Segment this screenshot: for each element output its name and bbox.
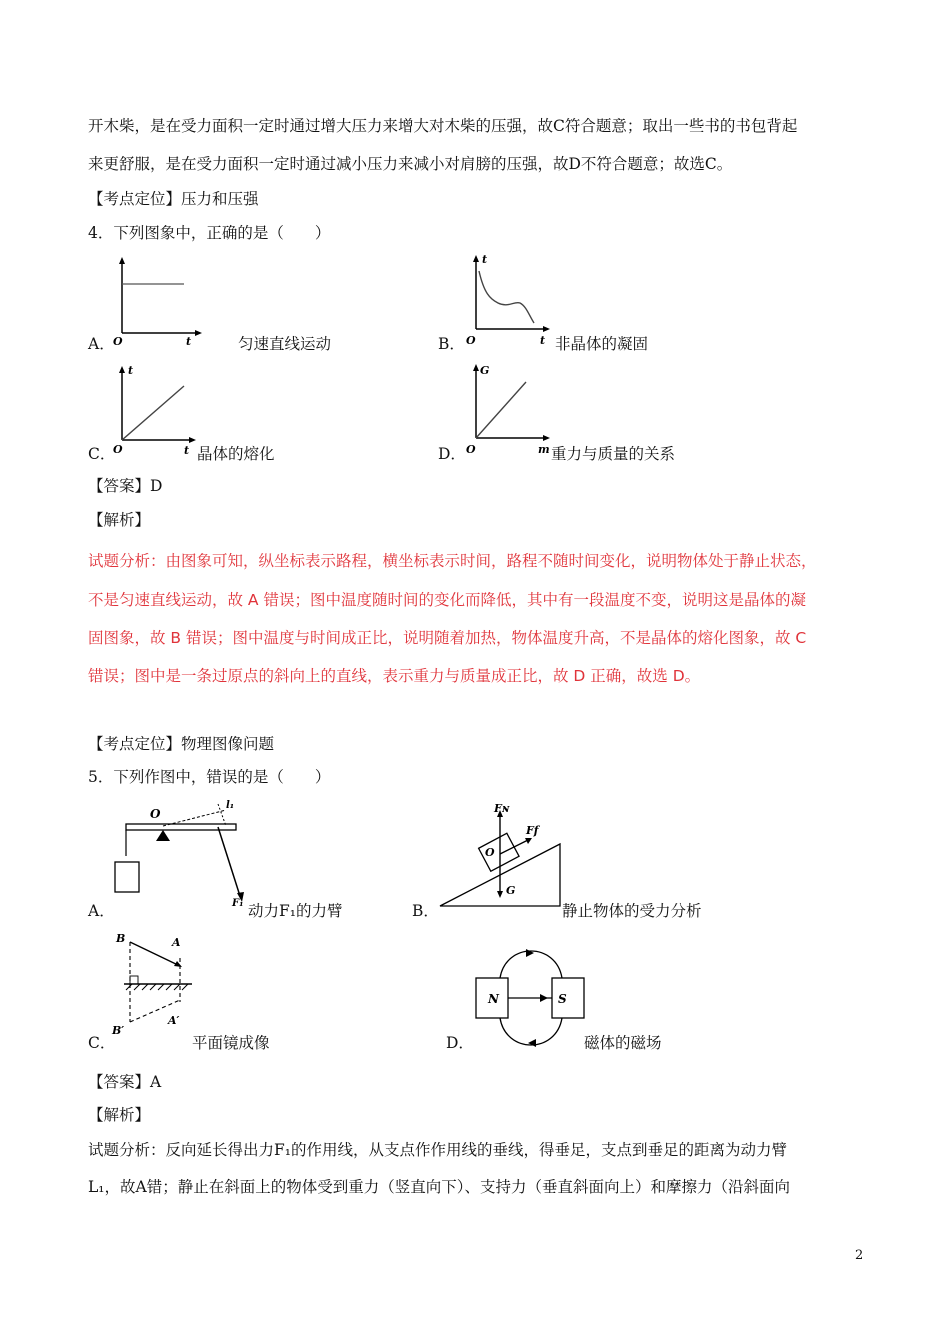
q4-analysis-line-4: 错误；图中是一条过原点的斜向上的直线，表示重力与质量成正比，故 D 正确，故选 D。 — [88, 667, 701, 685]
q5c-b-label: B — [116, 932, 126, 945]
q4d-y-label: G — [480, 364, 490, 377]
q4-option-d-caption: 重力与质量的关系 — [551, 445, 676, 463]
q4-graph-a — [108, 255, 208, 348]
q5c-a2-label: A′ — [168, 1014, 180, 1027]
intro-line-2: 来更舒服，是在受力面积一定时通过减小压力来减小对肩膀的压强，故D不符合题意；故选C。 — [88, 155, 733, 173]
q4-analysis-line-1: 试题分析：由图象可知，纵坐标表示路程，横坐标表示时间，路程不随时间变化，说明物体处于静止状态， — [88, 552, 817, 570]
q4-option-b-letter: B． — [438, 335, 465, 353]
q4-option-a-caption: 匀速直线运动 — [238, 335, 332, 353]
q4d-origin: O — [466, 443, 476, 456]
q4b-x-label: t — [540, 334, 546, 347]
q4-graph-b — [462, 253, 562, 347]
q5-figure-a-lever — [108, 796, 258, 911]
q4-stem: 4．下列图象中，正确的是（ ） — [88, 224, 331, 242]
q4b-origin: O — [466, 334, 476, 347]
q5-analysis-line-1: 试题分析：反向延长得出力F₁的作用线，从支点作作用线的垂线，得垂足，支点到垂足的距离为动力臂 — [88, 1141, 787, 1159]
q5-figure-b-incline — [436, 796, 576, 911]
q5-figure-d-magnets — [470, 948, 590, 1038]
q5-stem: 5．下列作图中，错误的是（ ） — [88, 768, 331, 786]
q5-jiexi: 【解析】 — [88, 1106, 151, 1124]
q4-graph-c — [110, 364, 210, 456]
page-number: 2 — [855, 1248, 864, 1263]
q5c-b2-label: B′ — [112, 1024, 125, 1037]
intro-line-1: 开木柴，是在受力面积一定时通过增大压力来增大对木柴的压强，故C符合题意；取出一些书的书包背起 — [88, 117, 798, 135]
q5-option-c-letter: C． — [88, 1034, 116, 1052]
q5-figure-c-mirror — [110, 930, 200, 1040]
q5-option-a-caption: 动力F₁的力臂 — [248, 902, 343, 920]
kaodian-1: 【考点定位】压力和压强 — [88, 190, 259, 208]
q5d-n-label: N — [488, 992, 499, 1006]
q4d-x-label: m — [538, 443, 550, 456]
q5-option-d-caption: 磁体的磁场 — [584, 1034, 662, 1052]
q5-option-b-letter: B． — [412, 902, 439, 920]
q5a-arm-label: l₁ — [226, 800, 235, 811]
q5-answer: 【答案】A — [88, 1073, 162, 1091]
q5-option-a-letter: A． — [88, 902, 115, 920]
q4-option-b-caption: 非晶体的凝固 — [555, 335, 649, 353]
q4-option-c-letter: C． — [88, 445, 116, 463]
q5-option-b-caption: 静止物体的受力分析 — [562, 902, 702, 920]
q5a-pivot-label: O — [150, 807, 161, 821]
q4-option-a-letter: A． — [88, 335, 115, 353]
kaodian-2: 【考点定位】物理图像问题 — [88, 735, 275, 753]
q4c-x-label: t — [184, 444, 190, 457]
q5a-force-label: F₁ — [232, 898, 244, 909]
q5b-gravity-label: G — [506, 884, 516, 897]
q4-option-d-letter: D． — [438, 445, 466, 463]
q4-graph-d — [462, 362, 562, 454]
q5d-s-label: S — [558, 992, 567, 1006]
q4a-origin: O — [113, 335, 123, 348]
q4-option-c-caption: 晶体的熔化 — [197, 445, 275, 463]
q5b-center-label: O — [485, 846, 495, 859]
q5-analysis-line-2: L₁，故A错；静止在斜面上的物体受到重力（竖直向下）、支持力（垂直斜面向上）和摩擦力（沿斜面向 — [88, 1178, 790, 1196]
q4b-y-label: t — [482, 253, 488, 266]
q5b-normal-label: Fɴ — [494, 802, 510, 815]
q5-option-c-caption: 平面镜成像 — [192, 1034, 270, 1052]
q4-analysis-line-2: 不是匀速直线运动，故 A 错误；图中温度随时间的变化而降低，其中有一段温度不变，说明这是晶体的凝 — [88, 591, 806, 609]
q5c-a-label: A — [172, 936, 181, 949]
q5b-friction-label: Ff — [526, 824, 539, 837]
q4-answer: 【答案】D — [88, 477, 163, 495]
q4-jiexi: 【解析】 — [88, 511, 151, 529]
q4a-x-label: t — [186, 335, 192, 348]
q4c-y-label: t — [128, 364, 134, 377]
q5-option-d-letter: D． — [446, 1034, 474, 1052]
q4-analysis-line-3: 固图象，故 B 错误；图中温度与时间成正比，说明随着加热，物体温度升高，不是晶体的熔化图象，故 C — [88, 629, 807, 647]
q4c-origin: O — [113, 443, 123, 456]
